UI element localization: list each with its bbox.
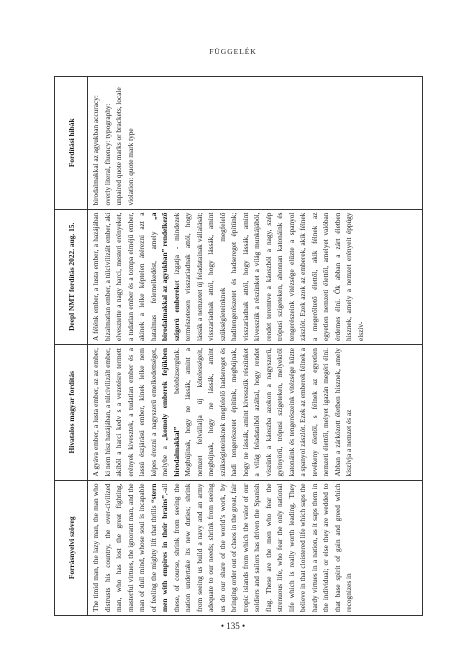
running-head: FÜGGELÉK — [209, 47, 257, 56]
translation-comparison-table — [54, 76, 423, 616]
header-source-text: Forrásnyelvi szöveg — [55, 480, 88, 615]
table-header-row — [55, 77, 88, 616]
translation-errors-cell: birodalmakkal az agyukban accuracy: overly literal, fluency: typography: unpaired quote marks or brackets, locale violation: quote mark type — [88, 77, 423, 210]
deepl-translation-cell: A félénk ember, a lusta ember, a hazájában bizalmatlan ember, a túlcivilizált ember, aki elvesztette a nagy harci, mesteri erényeket, a tudatlan ember és a tompa elméjű ember, akinek a lelke képtelen átérezni azt a hatalmas felemelkedést, amely „a birodalmakkal az agyukban” rendelkező szigorú embereket izgatja - mindezek természetesen visszariadnak attól, hogy lássák a nemzetet új feladatainak vállalását; visszariadnak attól, hogy lássák, amint szükségleteinknek megfelelő haditengerészetet és hadsereget építünk; visszariadnak attól, hogy lássák, amint kivesszük a részünket a világ munkájából, rendet teremtve a káoszból a nagy, szép trópusi szigeteken, ahonnan katonáink és tengerészeink vitézsége elűzte a spanyol zászlót. Ezek azok az emberek, akik félnek a megerőltető élettől, akik félnek az egyetlen nemzeti élettől, amelyet valóban érdemes élni. Ők abban a zárt életben hisznek, amely a nemzet erényeit éppúgy elszív- — [88, 209, 423, 344]
page-number: • 135 • — [220, 621, 246, 631]
rotated-table — [54, 76, 420, 616]
official-translation-cell: A gyáva ember, a lusta ember, az az ember, ki nem hisz hazájában, a túlcivilizált ember, akiből a harci kedv s a vezetésre termett erények kivesztek, a tudatlan ember és a lassú észjárású ember, kinek lelke nem képes érezni a nagyszerű emelkedettséget, melybe a „komoly emberek fejükben birodalmakkal” belebizsergünk. Megbújinak, hogy ne lássák, amint a nemzet felvállalja új kötelességeit, megbújnak, hogy ne lássák, amint szükségleteinknek megfelelő hadsereget és hadi tengerészetet építünk, megbújnak, hogy ne lássák, amint kivesszük részünket a világ feladataiból azáltal, hogy rendet viszünk a káoszba azokon a nagyszerű, gyönyörű, trópusi szigeteken, melyekről katonáink és tengerészeink vitézsége kűzte a spanyol zászlót. Ezek az emberek félnek a tevékeny élettől, s félnek az egyetlen nemzeti élettől, melyet igazán megéri élni. Abban a zárkózott életben hisznek, amely kiszívja a nemzet és az — [88, 345, 423, 480]
source-text-cell: The timid man, the lazy man, the man who distrusts his country, the over-civilized man, who has lost the great fighting, masterful virtues, the ignorant man, and the man of dull mind, whose soul is incapable of feeling the mighty lift that thrills “stern men with empires in their brains”,-all these, of course, shrink from seeing the nation undertake its new duties; shrink from seeing us build a navy and an army adequate to our needs; shrink from seeing us do our share of the world’s work, by bringing order out of chaos in the great, fair tropic islands from which the valor of our soldiers and sailors has driven the Spanish flag. These are the men who fear the strenuous life, who fear the only national life which is really worth leading. They believe in that cloistered life which saps the hardy virtues in a nation, as it saps them in the individual; or else they are wedded to that base spirit of gain and greed which recognizes in — [88, 480, 423, 615]
header-official-translation: Hivatalos magyar fordítás — [55, 345, 88, 480]
table-row — [88, 77, 423, 616]
header-translation-errors: Fordítási hibák — [55, 77, 88, 210]
header-deepl-translation: Deepl NMT fordítás 2022. aug. 15. — [55, 209, 88, 344]
